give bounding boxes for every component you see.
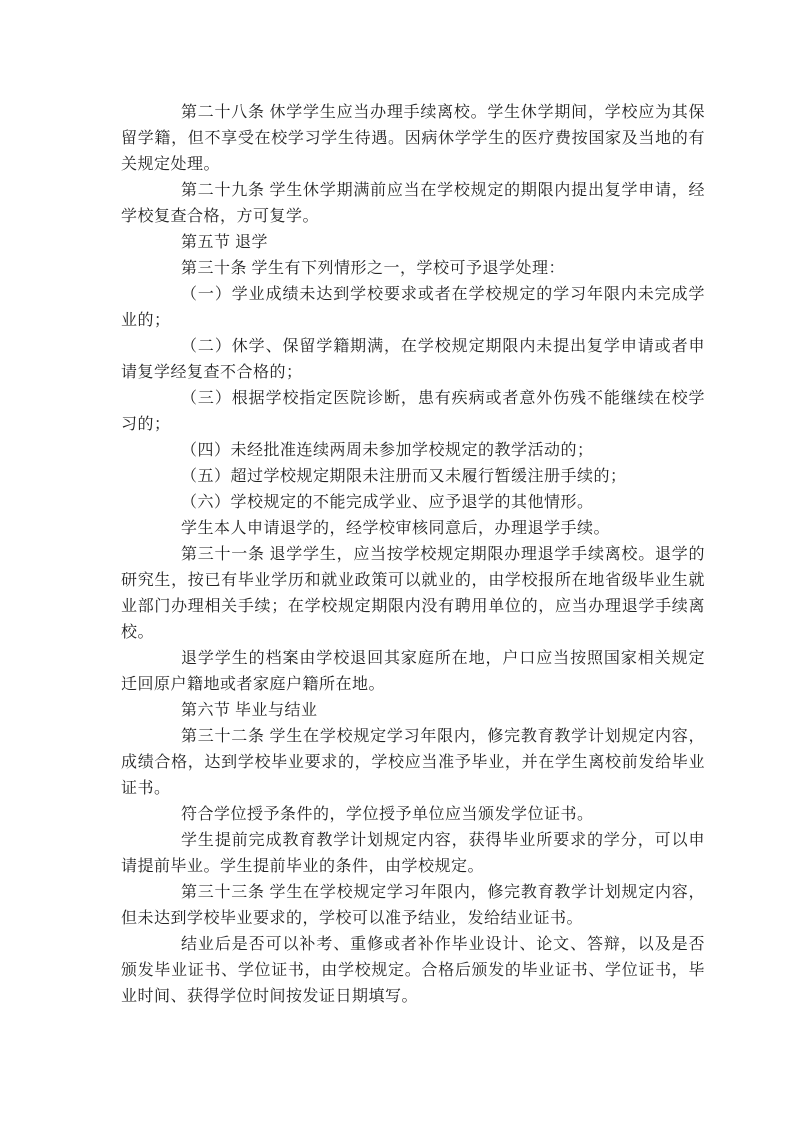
paragraph-article-32: 第三十二条 学生在学校规定学习年限内，修完教育教学计划规定内容，成绩合格，达到学校毕业要求的，学校应当准予毕业，并在学生离校前发给毕业证书。	[121, 728, 705, 797]
paragraph-article-29: 第二十九条 学生休学期满前应当在学校规定的期限内提出复学申请，经学校复查合格，方可复学。	[121, 182, 705, 225]
list-item-3: （三）根据学校指定医院诊断，患有疾病或者意外伤残不能继续在校学习的；	[121, 390, 705, 433]
section-heading-6: 第六节 毕业与结业	[181, 702, 318, 719]
paragraph-completion: 结业后是否可以补考、重修或者补作毕业设计、论文、答辩，以及是否颁发毕业证书、学位证书，由学校规定。合格后颁发的毕业证书、学位证书，毕业时间、获得学位时间按发证日期填写。	[121, 936, 705, 1005]
paragraph-early-graduation: 学生提前完成教育教学计划规定内容，获得毕业所要求的学分，可以申请提前毕业。学生提前毕业的条件，由学校规定。	[121, 832, 705, 875]
paragraph-article-31: 第三十一条 退学学生，应当按学校规定期限办理退学手续离校。退学的研究生，按已有毕业学历和就业政策可以就业的，由学校报所在地省级毕业生就业部门办理相关手续；在学校规定期限内没有聘用单位的，应当办理退学手续离校。	[121, 546, 705, 641]
list-item-2: （二）休学、保留学籍期满，在学校规定期限内未提出复学申请或者申请复学经复查不合格的；	[121, 338, 705, 381]
list-item-6: （六）学校规定的不能完成学业、应予退学的其他情形。	[181, 494, 594, 511]
list-item-4: （四）未经批准连续两周未参加学校规定的教学活动的；	[181, 442, 594, 459]
paragraph-self-withdrawal: 学生本人申请退学的，经学校审核同意后，办理退学手续。	[181, 520, 611, 537]
paragraph-article-33: 第三十三条 学生在学校规定学习年限内，修完教育教学计划规定内容，但未达到学校毕业要求的，学校可以准予结业，发给结业证书。	[121, 884, 705, 927]
section-heading-5: 第五节 退学	[181, 234, 269, 251]
paragraph-archives: 退学学生的档案由学校退回其家庭所在地，户口应当按照国家相关规定迁回原户籍地或者家庭户籍所在地。	[121, 650, 705, 693]
paragraph-article-30: 第三十条 学生有下列情形之一，学校可予退学处理：	[181, 260, 566, 277]
paragraph-article-28: 第二十八条 休学学生应当办理手续离校。学生休学期间，学校应为其保留学籍，但不享受在校学习学生待遇。因病休学学生的医疗费按国家及当地的有关规定处理。	[121, 104, 705, 173]
paragraph-degree: 符合学位授予条件的，学位授予单位应当颁发学位证书。	[181, 806, 594, 823]
document-body	[121, 100, 705, 1010]
list-item-1: （一）学业成绩未达到学校要求或者在学校规定的学习年限内未完成学业的；	[121, 286, 705, 329]
list-item-5: （五）超过学校规定期限未注册而又未履行暂缓注册手续的；	[181, 468, 627, 485]
